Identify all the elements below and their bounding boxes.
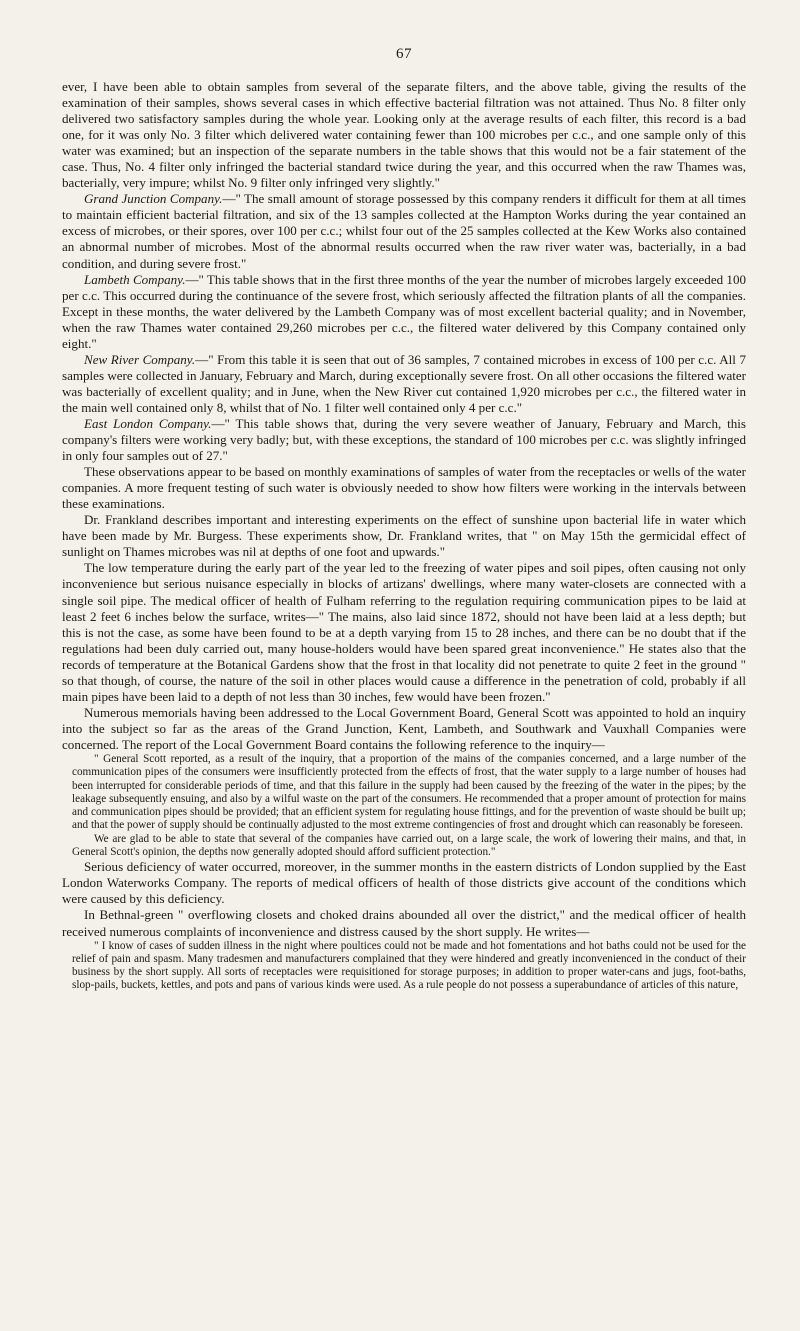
company-heading-grand-junction: Grand Junction Company.: [84, 191, 223, 207]
page-number: 67: [396, 46, 412, 62]
paragraph-filters-record: ever, I have been able to obtain samples from several of the separate filters, and the above table, giving the results of the examination of their samples, shows several cases in which effective bacterial filtration was not attained. Thus No. 8 filter only delivered two satisfactory samples during the whole year. Looking only at the average results of each filter, this record is a bad one, for it was only No. 3 filter which delivered water containing fewer than 100 microbes per c.c., and one sample only of this water was examined; but an inspection of the separate numbers in the table shows that this would not be a fair statement of the case. Thus, No. 4 filter only infringed the bacterial standard twice during the year, and this occurred when the raw Thames was, bacterially, very impure; whilst No. 9 filter only infringed very slightly.": [62, 79, 746, 191]
quote-companies-mains: We are glad to be able to state that several of the companies have carried out, on a large scale, the work of lowering their mains, and that, in General Scott's opinion, the depths now generally adopted should afford sufficient protection.": [72, 832, 746, 859]
paragraph-summer-deficiency: Serious deficiency of water occurred, moreover, in the summer months in the eastern districts of London supplied by the East London Waterworks Company. The reports of medical officers of health of those districts give account of the conditions which were caused by this deficiency.: [62, 859, 746, 907]
paragraph-sunshine-experiments: Dr. Frankland describes important and interesting experiments on the effect of sunshine upon bacterial life in water which have been made by Mr. Burgess. These experiments show, Dr. Frankland writes, that " on May 15th the germicidal effect of sunlight on Thames microbes was nil at depths of one foot and upwards.": [62, 512, 746, 560]
paragraph-bethnal-green: In Bethnal-green " overflowing closets and choked drains abounded all over the district," and the medical officer of health received numerous complaints of inconvenience and distress caused by the short supply. He writes—: [62, 907, 746, 939]
quote-general-scott: " General Scott reported, as a result of the inquiry, that a proportion of the mains of the companies concerned, and a large number of the communication pipes of the consumers were insufficiently protected from the effects of frost, that the water supply to a large number of houses had been interrupted for considerable periods of time, and that this failure in the supply had been caused by the freezing of the water in the pipes; by the leakage subsequently ensuing, and also by a wilful waste on the part of the consumers. He recommended that a proper amount of protection for mains and communication pipes should be provided; that an efficient system for regulating house fittings, and for the prevention of waste should be built up; and that the power of supply should be continually adjusted to the most extreme contingencies of frost and drought which can reasonably be foreseen.: [72, 752, 746, 832]
quote-medical-officer: " I know of cases of sudden illness in the night where poultices could not be made and hot fomentations and hot baths could not be used for the relief of pain and spasm. Many tradesmen and manufacturers complained that they were hindered and greatly inconvenienced in the conduct of their business by the short supply. All sorts of receptacles were requisitioned for storage purposes; in addition to proper water-cans and jugs, foot-baths, slop-pails, buckets, kettles, and pots and pans of various kinds were used. As a rule people do not possess a superabundance of articles of this nature,: [72, 939, 746, 992]
paragraph-text: —" The small amount of storage possessed by this company renders it difficult for them at all times to maintain efficient bacterial filtration, and six of the 13 samples collected at the Hampton Works during the year contained an excess of microbes, or their spores, over 100 per c.c.; whilst four out of the 25 samples collected at the Kew Works also contained an abnormal number of microbes. Most of the abnormal results occurred when the raw river water was, bacterially, in a bad condition, and during severe frost.": [62, 191, 746, 271]
paragraph-new-river: [62, 352, 746, 416]
paragraph-grand-junction: [62, 191, 746, 271]
paragraph-lambeth: [62, 272, 746, 352]
paragraph-monthly-examinations: These observations appear to be based on monthly examinations of samples of water from the receptacles or wells of the water companies. A more frequent testing of such water is obviously needed to show how filters were working in the intervals between these examinations.: [62, 464, 746, 512]
paragraph-text: —" This table shows that in the first three months of the year the number of microbes largely exceeded 100 per c.c. This occurred during the continuance of the severe frost, which seriously affected the filtration plants of all the companies. Except in these months, the water delivered by the Lambeth Company was of most excellent bacterial quality; and in November, when the raw Thames water contained 29,260 microbes per c.c., the filtered water delivered by this Company contained only eight.": [62, 271, 746, 351]
company-heading-new-river: New River Company.: [84, 351, 196, 367]
company-heading-east-london: East London Company.: [84, 415, 212, 431]
paragraph-east-london: [62, 416, 746, 464]
paragraph-memorials: Numerous memorials having been addressed to the Local Government Board, General Scott was appointed to hold an inquiry into the subject so far as the areas of the Grand Junction, Kent, Lambeth, and Southwark and Vauxhall Companies were concerned. The report of the Local Government Board contains the following reference to the inquiry—: [62, 704, 746, 752]
company-heading-lambeth: Lambeth Company.: [84, 271, 186, 287]
paragraph-text: —" From this table it is seen that out of 36 samples, 7 contained microbes in excess of 100 per c.c. All 7 samples were collected in January, February and March, during exceptionally severe frost. On all other occasions the filtered water was bacterially of excellent quality; and in June, when the New River cut contained 1,920 microbes per c.c., the filtered water in the main well contained only 8, whilst that of No. 1 filter well contained only 4 per c.c.": [62, 351, 746, 415]
paragraph-text: —" This table shows that, during the very severe weather of January, February and March, this company's filters were working very badly; but, with these exceptions, the standard of 100 microbes per c.c. was slightly infringed in only four samples out of 27.": [62, 415, 746, 464]
paragraph-frozen-pipes: The low temperature during the early part of the year led to the freezing of water pipes and soil pipes, often causing not only inconvenience but serious nuisance especially in blocks of artizans' dwellings, where many water-closets are connected with a single soil pipe. The medical officer of health of Fulham referring to the regulation requiring communication pipes to be laid at least 2 feet 6 inches below the surface, writes—" The mains, also laid since 1872, should not have been laid at a less depth; but this is not the case, as some have been found to be at a depth varying from 15 to 28 inches, and there can be no doubt that if the regulations had been duly carried out, many house-holders would have been spared great inconvenience." He states also that the records of temperature at the Botanical Gardens show that the frost in that locality did not penetrate to quite 2 feet in the ground " so that though, of course, the nature of the soil in other places would cause a difference in the penetration of cold, probably if all main pipes have been laid to a depth of not less than 30 inches, few would have been frozen.": [62, 560, 746, 704]
